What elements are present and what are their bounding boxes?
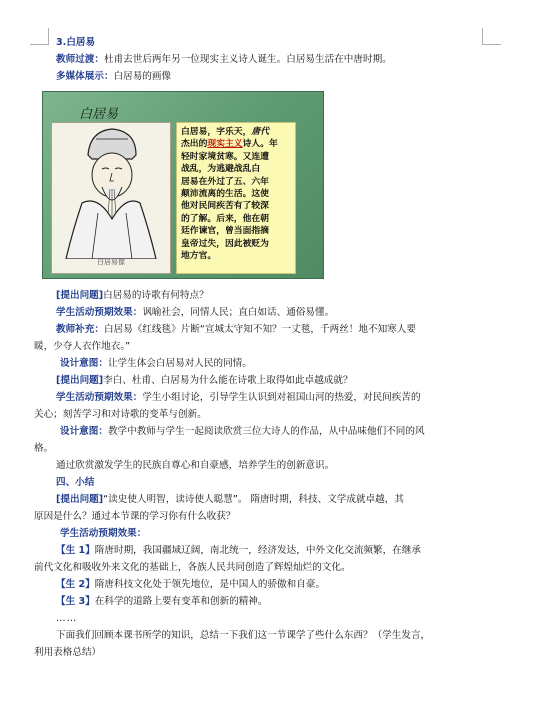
question-3-cont: 原因是什么？通过本节课的学习你有什么收获？: [34, 511, 236, 522]
bio-text-box: [176, 122, 296, 274]
label: 多媒体展示：: [56, 71, 114, 82]
text: 杜甫去世后两年另一位现实主义诗人诞生。白居易生活在中唐时期。: [103, 54, 392, 65]
design-intent-2: 设计意图：教学中教师与学生一起阅读欣赏三位大诗人的作品，从中品味他们不同的风: [60, 426, 425, 437]
expected-result-2-cont: 关心；刻苦学习和对诗歌的变革与创新。: [34, 409, 207, 420]
expected-result-3: 学生活动预期效果：: [60, 528, 147, 539]
student-answer-3: 【生 3】在科学的道路上要有变革和创新的精神。: [56, 596, 268, 607]
design-intent-1: 设计意图：让学生体会白居易对人民的同情。: [60, 358, 252, 369]
student-answer-1-cont: 前代文化和吸收外来文化的基础上，各族人民共同创造了辉煌灿烂的文化。: [34, 562, 351, 573]
question-3: [提出问题]“读史使人明智，读诗使人聪慧”。 隋唐时期，科技、文学成就卓越，其: [56, 494, 404, 505]
teacher-supplement: 教师补充：白居易《红线毯》片断“宣城太守知不知？一丈毯，千两丝！地不知寒人要: [56, 324, 416, 335]
highlight-realism: 现实主义: [207, 139, 243, 150]
closing-paragraph-cont: 利用表格总结）: [34, 647, 102, 658]
bio-line: 的了解。后来，他在朝: [181, 213, 269, 224]
section-heading-summary: 四、小结: [56, 477, 95, 488]
ellipsis: ……: [56, 613, 78, 624]
bai-juyi-slide-image: [42, 91, 324, 279]
multimedia-display: [34, 68, 496, 85]
expected-result-2: 学生活动预期效果：学生小组讨论，引导学生认识到对祖国山河的热爱，对民间疾苦的: [56, 392, 421, 403]
slide-title: 白居易: [79, 107, 119, 122]
document-page: [34, 34, 496, 661]
bio-line: 皇帝过失，因此被贬为: [181, 238, 269, 249]
closing-paragraph: 下面我们回顾本课书所学的知识，总结一下我们这一节课学了些什么东西？（学生发言，: [56, 630, 431, 641]
bio-line: 轻时家境贫寒。又连遭: [181, 151, 269, 162]
label: 教师过渡：: [56, 54, 104, 65]
bio-line: 杰出的现实主义诗人。年: [181, 139, 278, 150]
teacher-supplement-cont: 暖，少夺人衣作地衣。”: [34, 341, 131, 352]
design-intent-2-cont: 格。: [34, 443, 54, 454]
student-answer-2: 【生 2】隋唐科技文化处于领先地位，是中国人的骄傲和自豪。: [56, 579, 326, 590]
question-1: [提出问题]白居易的诗歌有何特点？: [56, 290, 209, 301]
bio-line: 居易在外过了五、六年: [181, 176, 269, 187]
teacher-transition: [34, 51, 496, 68]
portrait-image: [51, 122, 171, 274]
student-answer-1: 【生 1】隋唐时期，我国疆域辽阔，南北统一，经济发达，中外文化交流频繁，在继承: [56, 545, 421, 556]
portrait-drawing: [52, 123, 170, 259]
bio-line: 白居易，字乐天，唐代: [181, 127, 269, 137]
bio-line: 战乱，为逃避战乱白: [181, 164, 261, 175]
bio-line: 他对民间疾苦有了较深: [181, 201, 269, 212]
bio-line: 廷作谏官，曾当面指摘: [181, 226, 269, 237]
text: 白居易的画像: [113, 71, 172, 82]
expected-result-1: 学生活动预期效果：讽喻社会，同情人民；直白如话、通俗易懂。: [56, 307, 335, 318]
question-2: [提出问题]李白、杜甫、白居易为什么能在诗歌上取得如此卓越成就？: [56, 375, 353, 386]
section-heading-bai-juyi: 3.白居易: [56, 37, 96, 48]
design-intent-3: 通过欣赏激发学生的民族自尊心和自豪感，培养学生的创新意识。: [56, 460, 335, 471]
bio-line: 地方官。: [181, 251, 217, 262]
portrait-caption: 白居易像: [97, 258, 125, 266]
bio-line: 颠沛流离的生活。这使: [181, 189, 269, 200]
